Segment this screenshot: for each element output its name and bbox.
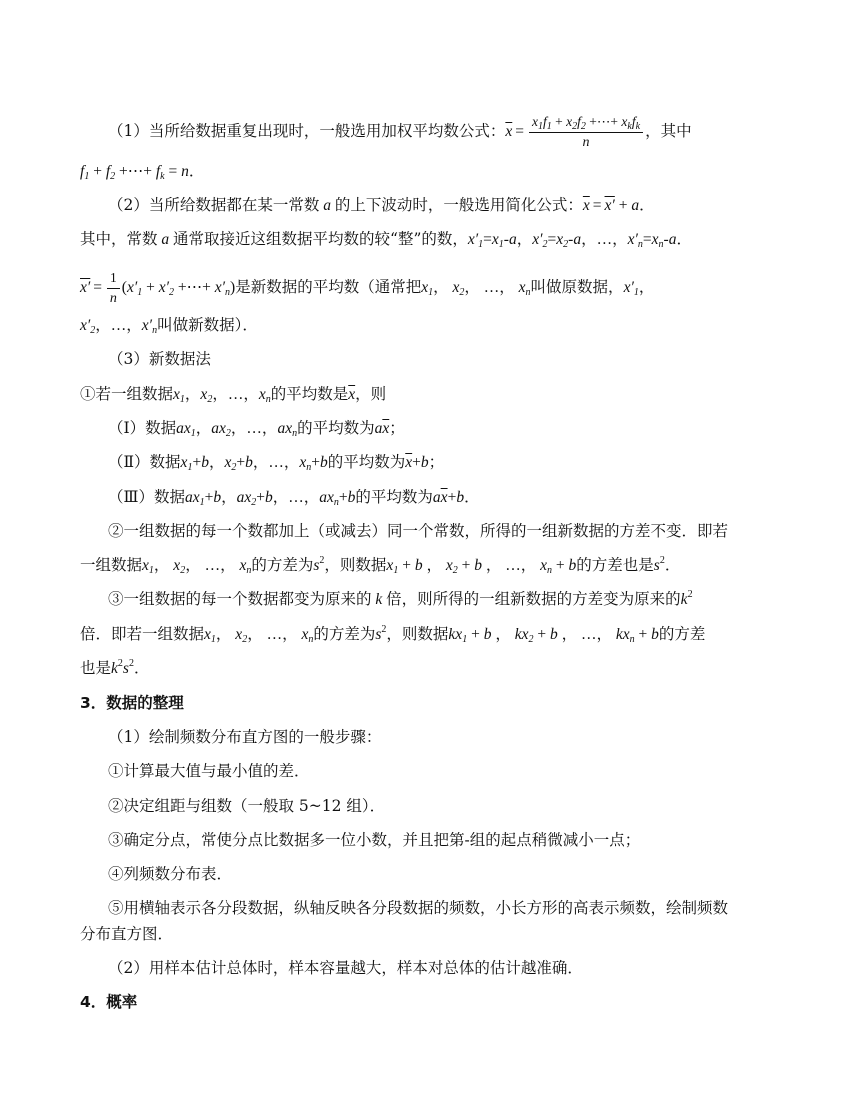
text: 的方差为 (313, 625, 376, 643)
section-heading-probability: 4．概率 (80, 993, 138, 1011)
property-3-result-line (80, 658, 149, 679)
histogram-steps-heading: （1）绘制频数分布直方图的一般步骤： (108, 728, 382, 746)
formula-new-mean: x′ = $\frac{1}{n}$ ($x'_1 + x'_2$ +⋯+ $x'_n$) (80, 270, 236, 306)
text: （1）当所给数据重复出现时，一般选用加权平均数公式： (108, 122, 506, 141)
math-original-data: $x_1$， $x_2$， …， $x_n$ (421, 279, 531, 299)
text: 的平均数是 (270, 385, 349, 403)
text: ，则 (355, 385, 387, 403)
property-2-line: ②一组数据的每一个数都加上（或减去）同一个常数，所得的一组新数据的方差不变．即若 (108, 522, 729, 540)
math-s-squared: $s^2$． (653, 555, 681, 574)
text: 也是 (80, 659, 112, 677)
math-k2-s2: $k^2s^2$． (111, 658, 150, 677)
math-kx-plus-b-list: $kx_1 + b$ ， $kx_2 + b$ ， …， $kx_n + b$ (448, 626, 659, 645)
text: （Ⅱ）数据 (108, 453, 181, 471)
new-data-method-heading: （3）新数据法 (108, 350, 211, 368)
new-data-line (80, 315, 258, 336)
property-1-line (80, 384, 386, 405)
section-heading-data-organization: 3．数据的整理 (80, 694, 184, 712)
math-x-bar-plus-b: $\overline{x}+b$； (405, 454, 445, 471)
text: 的方差也是 (576, 556, 654, 574)
property-1-ii-line (108, 452, 444, 473)
formula-new-data: $x'_1=x_1-a$，$x'_2=x_2-a$，…，$x'_n=x_n-a$． (467, 231, 692, 250)
text: ①若一组数据 (80, 385, 174, 403)
math-new-x1: $x'_1$， (623, 279, 655, 299)
text: 的平均数为 (355, 488, 433, 506)
weighted-mean-line (108, 113, 692, 152)
histogram-step-5: ⑤用横轴表示各分段数据，纵轴反映各分段数据的频数，小长方形的高表示频数，绘制频数 (108, 899, 729, 917)
text: 的方差 (658, 625, 706, 643)
histogram-step-1: ①计算最大值与最小值的差． (108, 762, 310, 780)
math-ax-list: $ax_1$，$ax_2$，…，$ax_n$ (176, 420, 298, 439)
histogram-step-3: ③确定分点，常使分点比数据多一位小数，并且把第-组的起点稍微减小一点； (108, 831, 641, 849)
histogram-step-4: ④列频数分布表． (108, 865, 233, 883)
text: ，则数据 (324, 556, 387, 574)
text: 一组数据 (80, 556, 143, 574)
text: 其中，常数 (80, 230, 158, 248)
property-3-line (108, 589, 693, 610)
formula-weighted-mean: $\overline{x}$ = $\frac{x_1f_1 + x_2f_2 +\cdots+ x_kf_k}{n}$ (505, 123, 645, 140)
property-2-example-line (80, 555, 680, 576)
text: 倍．即若一组数据 (80, 625, 205, 643)
text: 的平均数为 (297, 419, 375, 437)
math-new-data-list: $x'_2$，…，$x'_n$ (80, 317, 158, 336)
frequency-sum-line (80, 161, 204, 182)
text: ，其中 (645, 122, 692, 141)
math-ax-plus-b-list: $ax_1+b$，$ax_2+b$，…，$ax_n+b$ (184, 489, 356, 508)
text: 的平均数为 (327, 453, 406, 471)
text: （2）当所给数据都在某一常数 (108, 196, 320, 214)
histogram-step-5-continued: 分布直方图． (80, 925, 174, 943)
math-a-x-bar-plus-b: $a\overline{x}+b$． (432, 489, 480, 506)
math-k: k (371, 591, 387, 608)
text: ③一组数据的每一个数据都变为原来的 (108, 590, 372, 608)
math-x-plus-b-list: $x_1 + b$ ， $x_2 + b$ ， …， $x_n + b$ (386, 557, 577, 576)
text: 倍，则所得的一组新数据的方差变为原来的 (386, 590, 681, 608)
formula-simplified: $\overline{x} = x' + a$． (582, 197, 655, 214)
math-x-bar: $\overline{x}$ (348, 386, 356, 403)
new-mean-line (80, 269, 654, 308)
histogram-step-2: ②决定组距与组数（一般取 5~12 组）． (108, 797, 386, 815)
math-data-list: $x_1$， $x_2$， …， $x_n$ (204, 626, 314, 645)
math-s-squared: $s^2$ (375, 624, 387, 643)
math-x-plus-b-list: $x_1+b$，$x_2+b$，…，$x_n+b$ (180, 454, 328, 473)
math-data-list: $x_1$， $x_2$， …， $x_n$ (142, 557, 252, 576)
math-a-x-bar: $a\overline{x}$； (374, 420, 405, 437)
sample-estimation-note: （2）用样本估计总体时，样本容量越大，样本对总体的估计越准确． (108, 959, 583, 977)
text: 的上下波动时，一般选用简化公式： (334, 196, 583, 214)
text: ，则数据 (386, 625, 449, 643)
text: 叫做新数据）． (157, 316, 258, 334)
property-1-iii-line (108, 487, 480, 508)
text: （Ⅲ）数据 (108, 488, 185, 506)
formula-frequency-sum: $f_1 + f_2$ +⋯+ $f_k = n$． (80, 163, 205, 182)
text: 是新数据的平均数（通常把 (235, 278, 422, 297)
text: （Ⅰ）数据 (108, 419, 177, 437)
simplified-formula-line (108, 195, 655, 216)
constant-a-line (80, 229, 692, 250)
property-1-i-line (108, 418, 405, 439)
math-data-list: $x_1$，$x_2$，…，$x_n$ (173, 386, 271, 405)
math-s-squared: $s^2$ (313, 555, 325, 574)
text: 的方差为 (251, 556, 314, 574)
math-k-squared: $k^2$ (680, 589, 693, 608)
property-3-example-line (80, 624, 705, 645)
math-a: a (157, 231, 174, 248)
text: 通常取接近这组数据平均数的较“整”的数， (173, 230, 468, 248)
math-a: a (319, 197, 335, 214)
text: 叫做原数据， (530, 278, 624, 297)
